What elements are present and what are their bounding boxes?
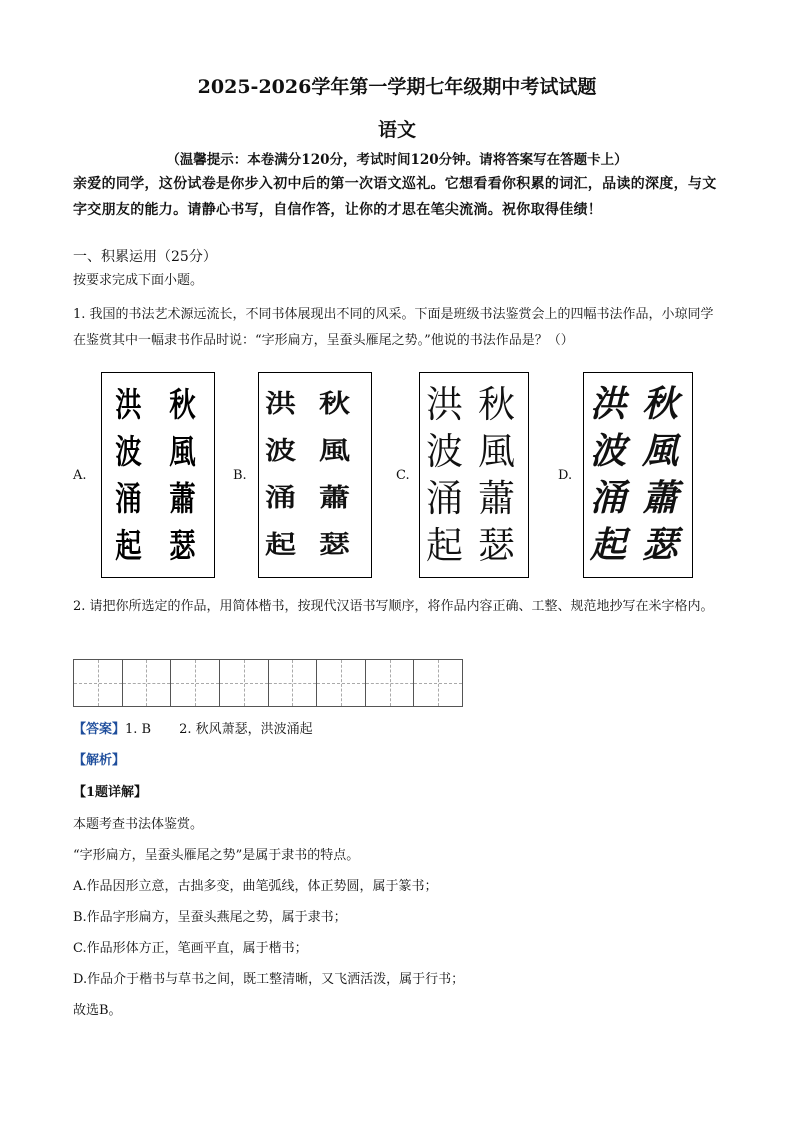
calligraphy-char: 涌: [265, 483, 296, 513]
grid-cell[interactable]: [171, 660, 220, 706]
calligraphy-char: 涌: [115, 479, 142, 518]
grid-cell[interactable]: [366, 660, 415, 706]
calligraphy-char: 波: [426, 430, 463, 473]
calligraphy-left-column: [112, 381, 145, 569]
exam-notice: （温馨提示：本卷满分120分，考试时间120分钟。请将答案写在答题卡上）: [166, 152, 628, 168]
grid-cell[interactable]: [414, 660, 462, 706]
calligraphy-char: 蕭: [478, 477, 515, 520]
question-2: 2. 请把你所选定的作品，用简体楷书，按现代汉语书写顺序，将作品内容正确、工整、规范地抄写在米字格内。: [73, 599, 714, 614]
option-a-label: A.: [73, 468, 87, 483]
explanation-line: B.作品字形扁方，呈蚕头燕尾之势，属于隶书；: [73, 910, 347, 925]
calligraphy-char: 瑟: [169, 526, 196, 565]
calligraphy-char: 洪: [265, 389, 296, 419]
instruction-text: 按要求完成下面小题。: [73, 273, 204, 288]
calligraphy-char: 波: [590, 430, 627, 472]
calligraphy-left-column: [426, 381, 463, 569]
calligraphy-right-column: [166, 381, 199, 569]
calligraphy-char: 涌: [590, 477, 627, 519]
grid-cell[interactable]: [123, 660, 172, 706]
answer-q1: 1. B: [125, 722, 152, 737]
calligraphy-char: 秋: [169, 385, 196, 424]
calligraphy-char: 風: [478, 430, 515, 473]
grid-cell[interactable]: [317, 660, 366, 706]
calligraphy-char: 風: [319, 436, 350, 466]
explanation-line: 故选B。: [73, 1003, 122, 1018]
calligraphy-char: 蕭: [642, 477, 679, 519]
grid-cell[interactable]: [74, 660, 123, 706]
option-d-label: D.: [558, 468, 573, 483]
calligraphy-char: 洪: [590, 383, 627, 425]
calligraphy-char: 蕭: [169, 479, 196, 518]
subject-title: 语文: [377, 119, 416, 141]
answer-line: [73, 717, 723, 743]
calligraphy-char: 洪: [115, 385, 142, 424]
detail-label: 【1题详解】: [73, 785, 148, 800]
section-heading: 一、积累运用（25分）: [73, 249, 217, 265]
calligraphy-option-c: [419, 372, 529, 578]
calligraphy-char: 洪: [426, 383, 463, 426]
calligraphy-char: 起: [426, 524, 463, 567]
calligraphy-char: 起: [265, 530, 296, 560]
calligraphy-char: 瑟: [642, 524, 679, 566]
calligraphy-char: 秋: [642, 383, 679, 425]
calligraphy-right-column: [642, 381, 678, 569]
answer-q2: 2. 秋风萧瑟，洪波涌起: [179, 722, 313, 737]
calligraphy-char: 瑟: [319, 530, 350, 560]
writing-grid[interactable]: [73, 659, 463, 707]
calligraphy-char: 涌: [426, 477, 463, 520]
calligraphy-right-column: [478, 381, 515, 569]
grid-cell[interactable]: [220, 660, 269, 706]
calligraphy-char: 風: [642, 430, 679, 472]
exam-title: 2025-2026学年第一学期七年级期中考试试题: [197, 76, 597, 98]
explanation-line: D.作品介于楷书与草书之间，既工整清晰，又飞洒活泼，属于行书；: [73, 972, 465, 987]
analysis-label: 【解析】: [73, 753, 126, 768]
option-c-label: C.: [396, 468, 410, 483]
calligraphy-char: 波: [115, 432, 142, 471]
explanation-line: C.作品形体方正，笔画平直，属于楷书；: [73, 941, 308, 956]
answer-label: 【答案】: [73, 722, 126, 737]
calligraphy-option-b: [258, 372, 372, 578]
calligraphy-option-d: [583, 372, 693, 578]
calligraphy-char: 波: [265, 436, 296, 466]
calligraphy-char: 起: [115, 526, 142, 565]
calligraphy-char: 秋: [478, 383, 515, 426]
calligraphy-right-column: [319, 381, 350, 569]
explanation-line: “字形扁方，呈蚕头雁尾之势”是属于隶书的特点。: [73, 848, 360, 863]
calligraphy-left-column: [265, 381, 296, 569]
intro-paragraph: 亲爱的同学，这份试卷是你步入初中后的第一次语文巡礼。它想看看你积累的词汇，品读的深度，与文字交朋友的能力。请静心书写，自信作答，让你的才思在笔尖流淌。祝你取得佳绩！: [73, 176, 717, 218]
calligraphy-char: 秋: [319, 389, 350, 419]
calligraphy-char: 瑟: [478, 524, 515, 567]
explanation-line: A.作品因形立意，古拙多变，曲笔弧线，体正势圆，属于篆书；: [73, 879, 438, 894]
calligraphy-char: 蕭: [319, 483, 350, 513]
calligraphy-option-a: [101, 372, 215, 578]
calligraphy-char: 風: [169, 432, 196, 471]
grid-cell[interactable]: [269, 660, 318, 706]
question-1: 1. 我国的书法艺术源远流长，不同书体展现出不同的风采。下面是班级书法鉴赏会上的四幅书法作品，小琼同学在鉴赏其中一幅隶书作品时说：“字形扁方，呈蚕头雁尾之势。”他说的书法作品是？（）: [73, 307, 714, 348]
option-b-label: B.: [233, 468, 247, 483]
calligraphy-char: 起: [590, 524, 627, 566]
calligraphy-left-column: [590, 381, 626, 569]
explanation-line: 本题考查书法体鉴赏。: [73, 817, 204, 832]
